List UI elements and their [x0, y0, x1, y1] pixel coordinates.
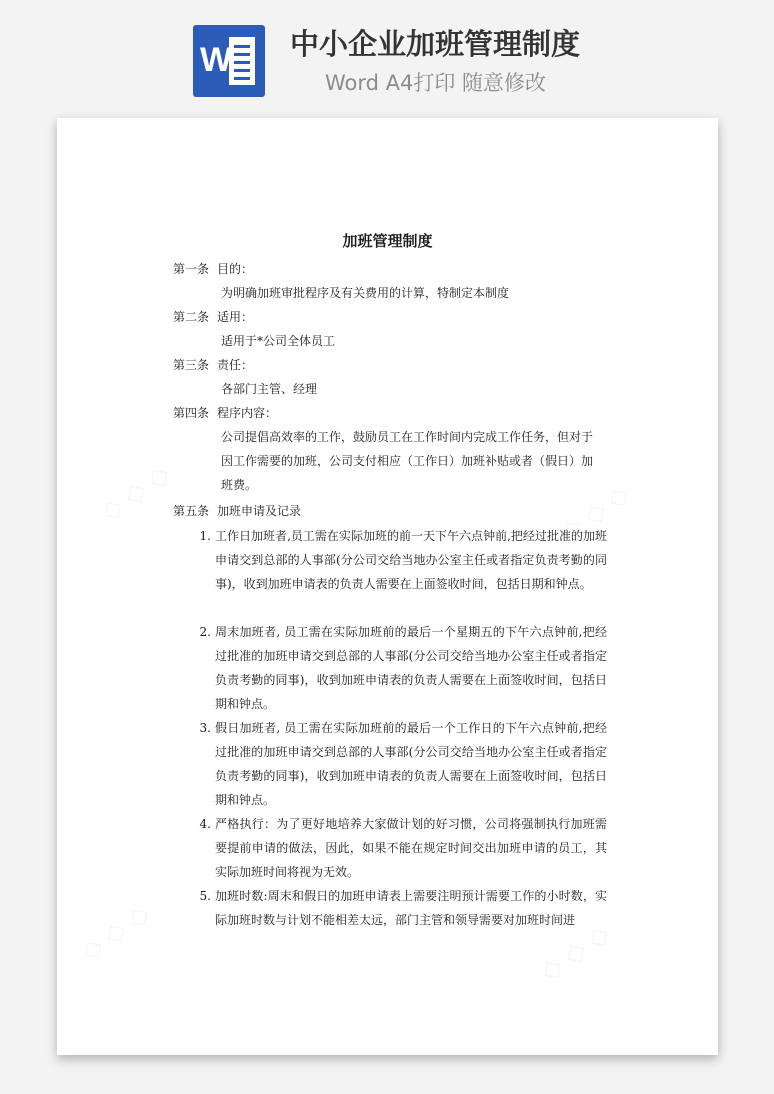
section-heading	[173, 261, 253, 277]
section-label: 第二条	[173, 310, 210, 324]
watermark	[95, 459, 175, 527]
list-item-text: 严格执行：为了更好地培养大家做计划的好习惯，公司将强制执行加班需要提前申请的做法，因此，如果不能在规定时间交出加班申请的员工，其实际加班时间将视为无效。	[215, 817, 607, 879]
section-heading	[173, 357, 253, 373]
section-label: 第一条	[173, 262, 210, 276]
section-body: 公司提倡高效率的工作，鼓励员工在工作时间内完成工作任务，但对于因工作需要的加班，公司支付相应（工作日）加班补贴或者（假日）加班费。	[221, 430, 594, 492]
section-body: 为明确加班审批程序及有关费用的计算，特制定本制度	[221, 286, 510, 300]
banner-subtitle: Word A4打印 随意修改	[325, 71, 547, 95]
list-item-number: 3.	[199, 721, 211, 735]
list-item-text: 假日加班者, 员工需在实际加班前的最后一个工作日的下午六点钟前,把经过批准的加班申请交到总部的人事部(分公司交给当地办公室主任或者指定负责考勤的同事)，收到加班申请表的负责人需要在上面签收时间，包括日期和钟点。	[215, 721, 607, 807]
list-item-text: 周末加班者, 员工需在实际加班前的最后一个星期五的下午六点钟前,把经过批准的加班申请交到总部的人事部(分公司交给当地办公室主任或者指定负责考勤的同事)，收到加班申请表的负责人需要在上面签收时间，包括日期和钟点。	[215, 625, 607, 711]
section-label: 第五条	[173, 504, 210, 518]
section-title: 责任：	[217, 358, 254, 372]
watermark	[75, 899, 155, 967]
list-item-number: 1.	[199, 529, 211, 543]
header-banner	[0, 0, 774, 118]
list-item-text: 工作日加班者,员工需在实际加班的前一天下午六点钟前,把经过批准的加班申请交到总部的人事部(分公司交给当地办公室主任或者指定负责考勤的同事)，收到加班申请表的负责人需要在上面签收时间，包括日期和钟点。	[215, 529, 607, 591]
section-heading	[173, 503, 301, 519]
word-document-icon	[193, 25, 265, 97]
section-title: 程序内容：	[217, 406, 278, 420]
list-item-number: 2.	[199, 625, 211, 639]
section-title: 目的：	[217, 262, 254, 276]
section-heading	[173, 405, 277, 421]
section-title: 加班申请及记录	[217, 504, 302, 518]
document-title: 加班管理制度	[342, 232, 433, 250]
list-item-number: 4.	[199, 817, 211, 831]
document-page	[57, 118, 718, 1055]
section-label: 第三条	[173, 358, 210, 372]
word-logo-letter: W	[199, 41, 233, 79]
section-heading	[173, 309, 253, 325]
section-body: 适用于*公司全体员工	[221, 334, 336, 348]
section-title: 适用：	[217, 310, 254, 324]
section-body: 各部门主管、经理	[221, 382, 318, 396]
list-item-text: 加班时数:周末和假日的加班申请表上需要注明预计需要工作的小时数，实际加班时数与计划不能相差太远，部门主管和领导需要对加班时间进	[215, 889, 607, 927]
list-item-number: 5.	[199, 889, 211, 903]
banner-title: 中小企业加班管理制度	[290, 27, 581, 61]
section-label: 第四条	[173, 406, 210, 420]
